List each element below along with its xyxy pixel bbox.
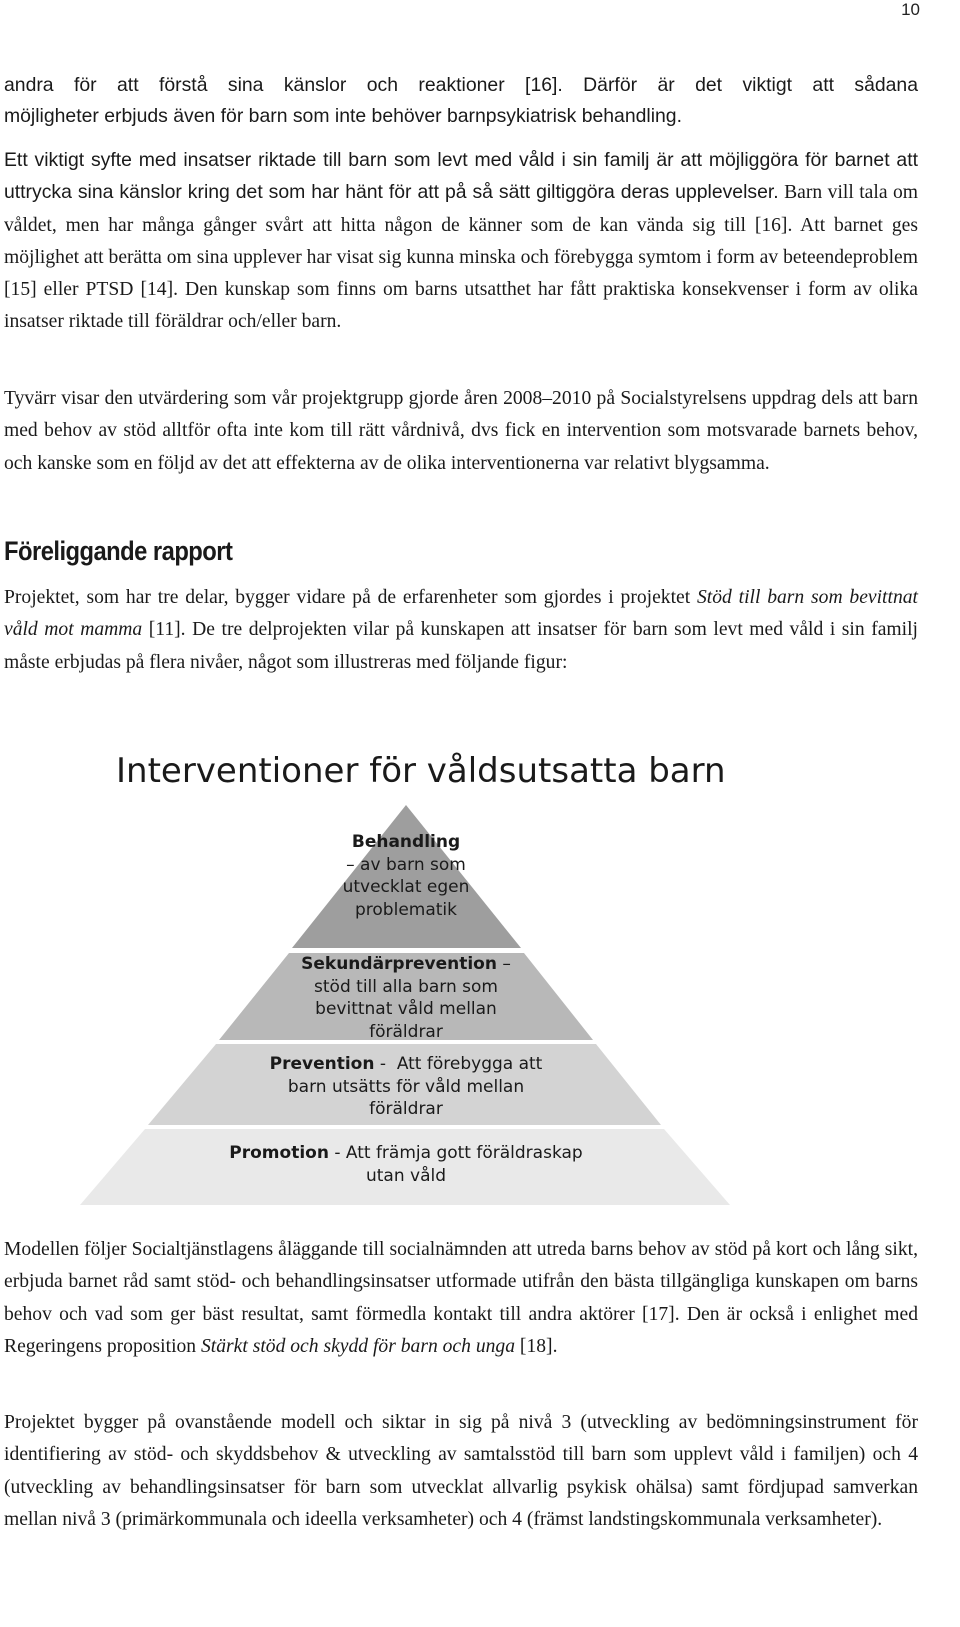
paragraph-purpose-serif: Barn vill tala om våldet, men har många gånger svårt att hitta någon de känner som de kan vända sig till [16]. Att barnet ges möjlighet att berätta om sina upplever har visat sig kunna minska och förebygga symtom i form av beteendeproblem [15] eller PTSD [14]. Den kunskap som finns om barns utsatthet har fått praktiska konsekvenser i form av olika insatser riktade till föräldrar och/eller barn. [4, 182, 919, 333]
paragraph-aims [4, 1407, 918, 1536]
paragraph-model-before: Modellen följer Socialtjänstlagens åläggande till socialnämnden att utreda barns behov av stöd på kort och lång sikt, erbjuda barnet råd samt stöd- och behandlingsinsatser utformade utifrån den bästa tillgängliga kunskapen om barns behov och vad som ger bäst resultat, samt förmedla kontakt till andra aktörer [17]. Den är också i enlighet med Regeringens proposition [4, 1239, 918, 1357]
section-heading: Föreliggande rapport [4, 536, 233, 566]
tier-prevention-line-1: barn utsätts för våld mellan [287, 1076, 525, 1097]
paragraph-model [4, 1234, 918, 1363]
tier-prevention-after-bold: - Att förebygga att [374, 1054, 543, 1074]
paragraph-purpose [4, 145, 918, 339]
tier-treatment-line-1: – av barn som [346, 854, 466, 875]
tier-treatment-bold: Behandling [351, 832, 461, 852]
tier-promotion-after-bold: - Att främja gott föräldraskap [328, 1143, 583, 1163]
paragraph-evaluation-text: Tyvärr visar den utvärdering som vår projektgrupp gjorde åren 2008–2010 på Socialstyrelsens uppdrag dels att barn med behov av stöd alltför ofta inte kom till rätt vårdnivå, dvs fick en intervention som motsvarade barnets behov, och kanske som en följd av det att effekterna av de olika interventionerna var relativt blygsamma. [4, 388, 918, 474]
tier-prevention-bold: Prevention [269, 1054, 375, 1074]
tier-label-treatment [306, 831, 506, 921]
tier-secondary-line-1: stöd till alla barn som [314, 976, 498, 997]
tier-secondary-line-2: bevittnat våld mellan [315, 999, 497, 1019]
tier-label-secondary-prevention [256, 953, 556, 1043]
tier-secondary-bold: Sekundärprevention [301, 954, 497, 974]
tier-promotion-bold: Promotion [229, 1143, 329, 1163]
figure-title: Interventioner för våldsutsatta barn [116, 751, 726, 791]
tier-promotion-line-1: utan våld [365, 1165, 447, 1186]
tier-treatment-line-2: utvecklat egen [342, 877, 470, 897]
paragraph-intro-line-1: andra för att förstå sina känslor och reaktioner [16]. Därför är det viktigt att sådana [4, 74, 918, 96]
tier-prevention-line-2: föräldrar [369, 1099, 443, 1119]
pyramid-figure [0, 745, 960, 1215]
paragraph-project-before: Projektet, som har tre delar, bygger vidare på de erfarenheter som gjordes i projektet [4, 587, 697, 608]
paragraph-model-after: [18]. [515, 1335, 558, 1357]
paragraph-aims-text: Projektet bygger på ovanstående modell och siktar in sig på nivå 3 (utveckling av bedömningsinstrument för identifiering av stöd- och skyddsbehov & utveckling av samtalsstöd till barn som upplevt våld i familjen) och 4 (utveckling av behandlingsinsatser för barn som utvecklat allvarlig psykisk ohälsa) samt fördjupad samverkan mellan nivå 3 (primärkommunala och ideella verksamheter) och 4 (främst landstingskommunala verksamheter). [4, 1412, 918, 1530]
paragraph-intro-line-2: möjligheter erbjuds även för barn som inte behöver barnpsykiatrisk behandling. [4, 105, 682, 127]
tier-label-prevention [216, 1053, 596, 1121]
tier-label-promotion [166, 1142, 646, 1187]
paragraph-evaluation [4, 383, 918, 480]
tier-secondary-after-bold: – [496, 954, 511, 974]
paragraph-model-italic: Stärkt stöd och skydd för barn och unga [201, 1335, 516, 1357]
paragraph-purpose-sans: Ett viktigt syfte med insatser riktade till barn som levt med våld i sin familj är att möjliggöra för barnet att uttrycka sina känslor kring det som har hänt för att på så sätt giltiggöra deras upplevelser. [4, 149, 918, 204]
tier-secondary-line-3: föräldrar [369, 1021, 443, 1042]
page-number: 10 [901, 0, 920, 19]
paragraph-intro [4, 70, 918, 132]
tier-treatment-line-3: problematik [355, 899, 457, 920]
paragraph-project-italic: Stöd till barn som bevittnat våld mot mamma [4, 587, 918, 641]
paragraph-project [4, 582, 918, 679]
paragraph-project-after: [11]. De tre delprojekten vilar på kunskapen att insatser för barn som levt med våld i sin familj måste erbjudas på flera nivåer, något som illustreras med följande figur: [4, 619, 918, 673]
